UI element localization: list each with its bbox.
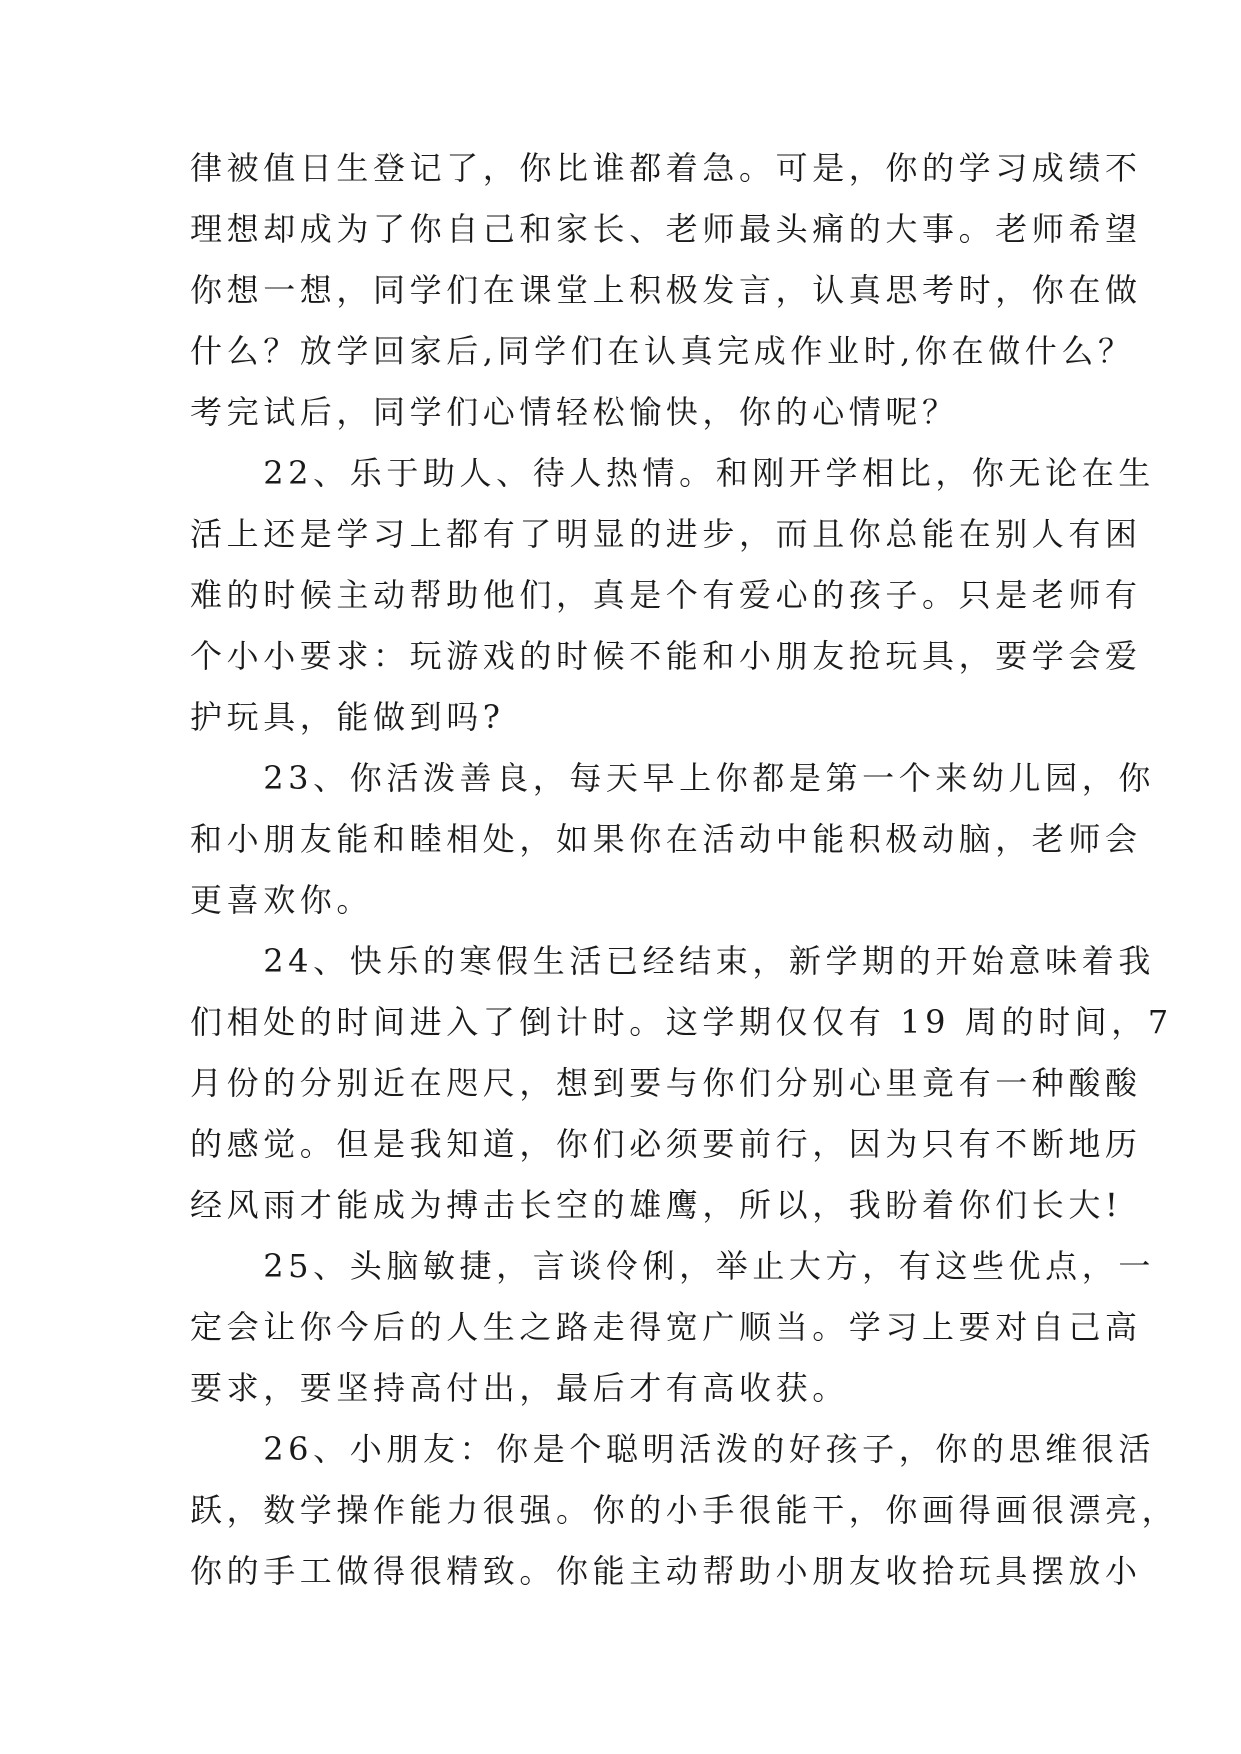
text-line: 跃，数学操作能力很强。你的小手很能干，你画得画很漂亮， xyxy=(190,1491,1179,1529)
text-line: 25、头脑敏捷，言谈伶俐，举止大方，有这些优点，一 xyxy=(190,1247,1155,1285)
text-line: 个小小要求：玩游戏的时候不能和小朋友抢玩具，要学会爱 xyxy=(190,637,1142,675)
text-line: 难的时候主动帮助他们，真是个有爱心的孩子。只是老师有 xyxy=(190,576,1142,614)
text-line: 你的手工做得很精致。你能主动帮助小朋友收拾玩具摆放小 xyxy=(190,1552,1142,1590)
text-line: 考完试后，同学们心情轻松愉快，你的心情呢？ xyxy=(190,393,959,431)
text-line: 26、小朋友：你是个聪明活泼的好孩子，你的思维很活 xyxy=(190,1430,1155,1468)
text-line: 24、快乐的寒假生活已经结束，新学期的开始意味着我 xyxy=(190,942,1155,980)
text-line: 护玩具，能做到吗? xyxy=(190,698,505,736)
text-line: 你想一想，同学们在课堂上积极发言，认真思考时，你在做 xyxy=(190,271,1142,309)
text-line: 22、乐于助人、待人热情。和刚开学相比，你无论在生 xyxy=(190,454,1155,492)
text-line: 律被值日生登记了，你比谁都着急。可是，你的学习成绩不 xyxy=(190,149,1142,187)
text-line: 和小朋友能和睦相处，如果你在活动中能积极动脑，老师会 xyxy=(190,820,1142,858)
text-line: 活上还是学习上都有了明显的进步，而且你总能在别人有困 xyxy=(190,515,1142,553)
text-line: 什么？放学回家后,同学们在认真完成作业时,你在做什么？ xyxy=(190,332,1135,370)
text-line: 的感觉。但是我知道，你们必须要前行，因为只有不断地历 xyxy=(190,1125,1142,1163)
text-line: 要求，要坚持高付出，最后才有高收获。 xyxy=(190,1369,849,1407)
text-line: 定会让你今后的人生之路走得宽广顺当。学习上要对自己高 xyxy=(190,1308,1142,1346)
text-line: 经风雨才能成为搏击长空的雄鹰，所以，我盼着你们长大! xyxy=(190,1186,1123,1224)
body-text xyxy=(190,138,1179,1602)
text-line: 更喜欢你。 xyxy=(190,881,374,919)
text-line: 理想却成为了你自己和家长、老师最头痛的大事。老师希望 xyxy=(190,210,1142,248)
text-line: 们相处的时间进入了倒计时。这学期仅仅有 19 周的时间，7 xyxy=(190,1003,1173,1041)
text-line: 月份的分别近在咫尺，想到要与你们分别心里竟有一种酸酸 xyxy=(190,1064,1142,1102)
text-line: 23、你活泼善良，每天早上你都是第一个来幼儿园，你 xyxy=(190,759,1155,797)
